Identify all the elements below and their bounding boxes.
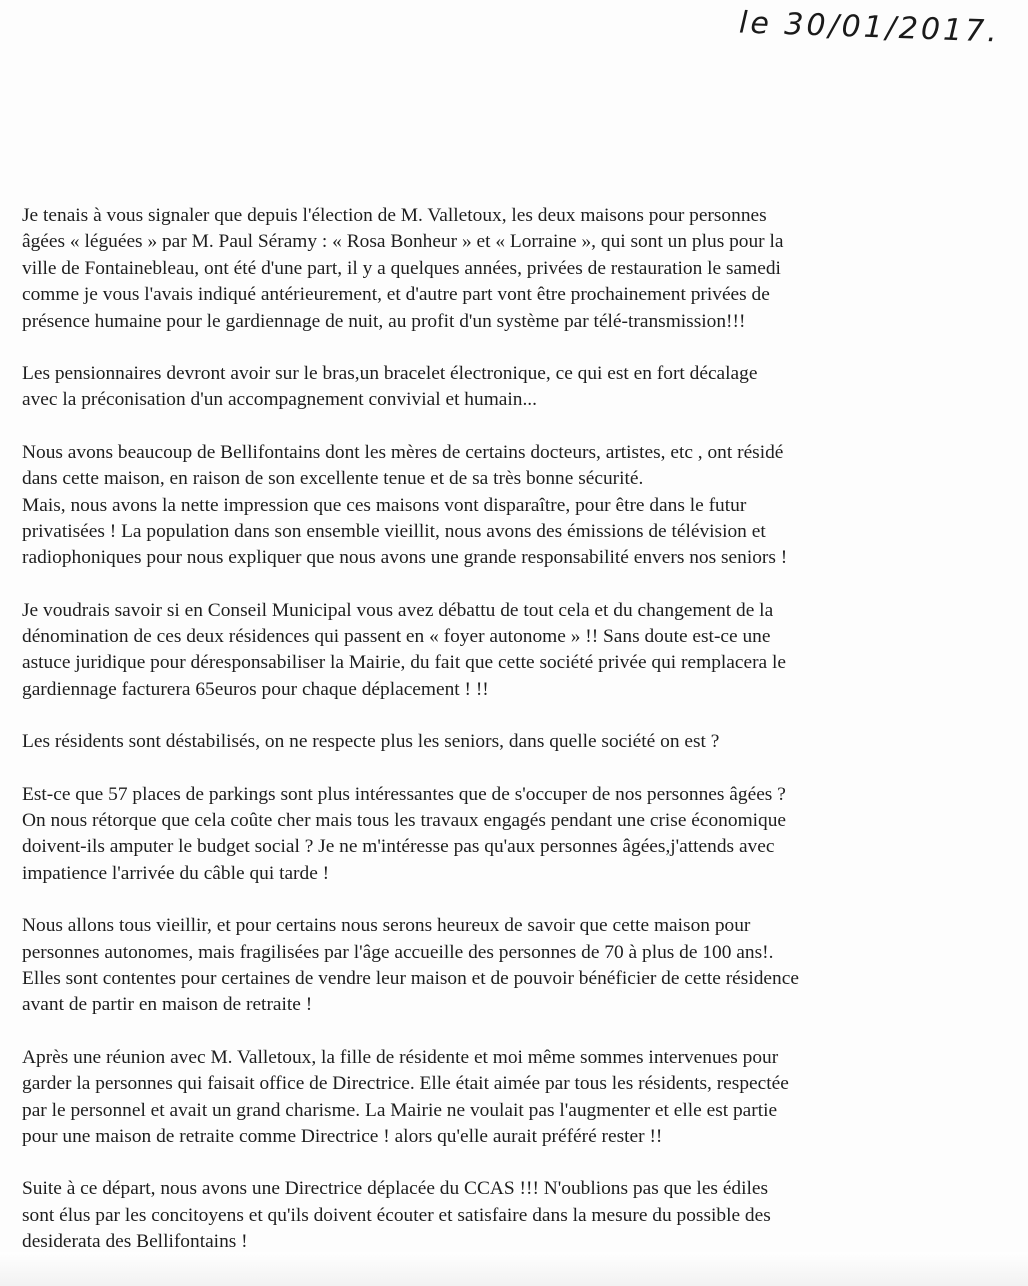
text-line: âgées « léguées » par M. Paul Séramy : « Rosa Bonheur » et « Lorraine », qui sont un plus pour la (22, 231, 784, 253)
text-line: dans cette maison, en raison de son excellente tenue et de sa très bonne sécurité. (22, 468, 644, 490)
text-line: Nous avons beaucoup de Bellifontains dont les mères de certains docteurs, artistes, etc , ont résidé (22, 441, 784, 463)
handwritten-date: le 30/01/2017. (738, 5, 1001, 50)
text-line: desiderata des Bellifontains ! (22, 1231, 248, 1253)
paragraph (22, 598, 972, 704)
text-line: gardiennage facturera 65euros pour chaque déplacement ! !! (22, 678, 489, 700)
text-line: Les résidents sont déstabilisés, on ne respecte plus les seniors, dans quelle société on est ? (22, 731, 720, 753)
text-line: ville de Fontainebleau, ont été d'une part, il y a quelques années, privées de restauration le samedi (22, 257, 781, 279)
text-line: Je tenais à vous signaler que depuis l'élection de M. Valletoux, les deux maisons pour personnes (22, 205, 767, 226)
text-line: impatience l'arrivée du câble qui tarde ! (22, 862, 330, 884)
text-line: personnes autonomes, mais fragilisées par l'âge accueille des personnes de 70 à plus de 100 ans!. (22, 941, 774, 963)
paragraph (22, 361, 972, 414)
text-line: Après une réunion avec M. Valletoux, la fille de résidente et moi même sommes intervenues pour (22, 1046, 779, 1068)
paragraph (22, 782, 972, 888)
text-line: pour une maison de retraite comme Directrice ! alors qu'elle aurait préféré rester !! (22, 1125, 663, 1147)
text-line: radiophoniques pour nous expliquer que nous avons une grande responsabilité envers nos seniors ! (22, 547, 788, 569)
text-line: avant de partir en maison de retraite ! (22, 994, 313, 1016)
text-line: présence humaine pour le gardiennage de nuit, au profit d'un système par télé-transmission!!! (22, 310, 746, 332)
text-line: privatisées ! La population dans son ensemble vieillit, nous avons des émissions de télévision et (22, 520, 766, 542)
text-line: doivent-ils amputer le budget social ? Je ne m'intéresse pas qu'aux personnes âgées,j'attends avec (22, 836, 775, 858)
text-line: Mais, nous avons la nette impression que ces maisons vont disparaître, pour être dans le futur (22, 494, 747, 516)
paragraph (22, 203, 972, 335)
paragraph (22, 440, 972, 572)
text-line: par le personnel et avait un grand charisme. La Mairie ne voulait pas l'augmenter et elle est partie (22, 1099, 778, 1121)
paragraph (22, 1045, 972, 1151)
paragraph (22, 1176, 972, 1255)
paragraph (22, 913, 972, 1019)
text-line: avec la préconisation d'un accompagnement convivial et humain... (22, 389, 538, 411)
page-bottom-edge (0, 1252, 1028, 1286)
text-line: Nous allons tous vieillir, et pour certains nous serons heureux de savoir que cette maison pour (22, 915, 751, 937)
letter-body (22, 203, 972, 1282)
paragraph (22, 729, 972, 755)
text-line: garder la personnes qui faisait office de Directrice. Elle était aimée par tous les résidents, respectée (22, 1073, 789, 1095)
text-line: sont élus par les concitoyens et qu'ils doivent écouter et satisfaire dans la mesure du possible des (22, 1204, 771, 1226)
text-line: dénomination de ces deux résidences qui passent en « foyer autonome » !! Sans doute est-ce une (22, 626, 771, 648)
text-line: Suite à ce départ, nous avons une Directrice déplacée du CCAS !!! N'oublions pas que les édiles (22, 1178, 769, 1200)
text-line: Je voudrais savoir si en Conseil Municipal vous avez débattu de tout cela et du changement de la (22, 599, 774, 621)
text-line: Elles sont contentes pour certaines de vendre leur maison et de pouvoir bénéficier de cette résidence (22, 967, 799, 989)
text-line: astuce juridique pour déresponsabiliser la Mairie, du fait que cette société privée qui remplacera le (22, 652, 786, 674)
text-line: Les pensionnaires devront avoir sur le bras,un bracelet électronique, ce qui est en fort décalage (22, 362, 758, 384)
text-line: comme je vous l'avais indiqué antérieurement, et d'autre part vont être prochainement privées de (22, 284, 770, 306)
text-line: On nous rétorque que cela coûte cher mais tous les travaux engagés pendant une crise économique (22, 810, 787, 832)
text-line: Est-ce que 57 places de parkings sont plus intéressantes que de s'occuper de nos personnes âgées ? (22, 783, 786, 805)
